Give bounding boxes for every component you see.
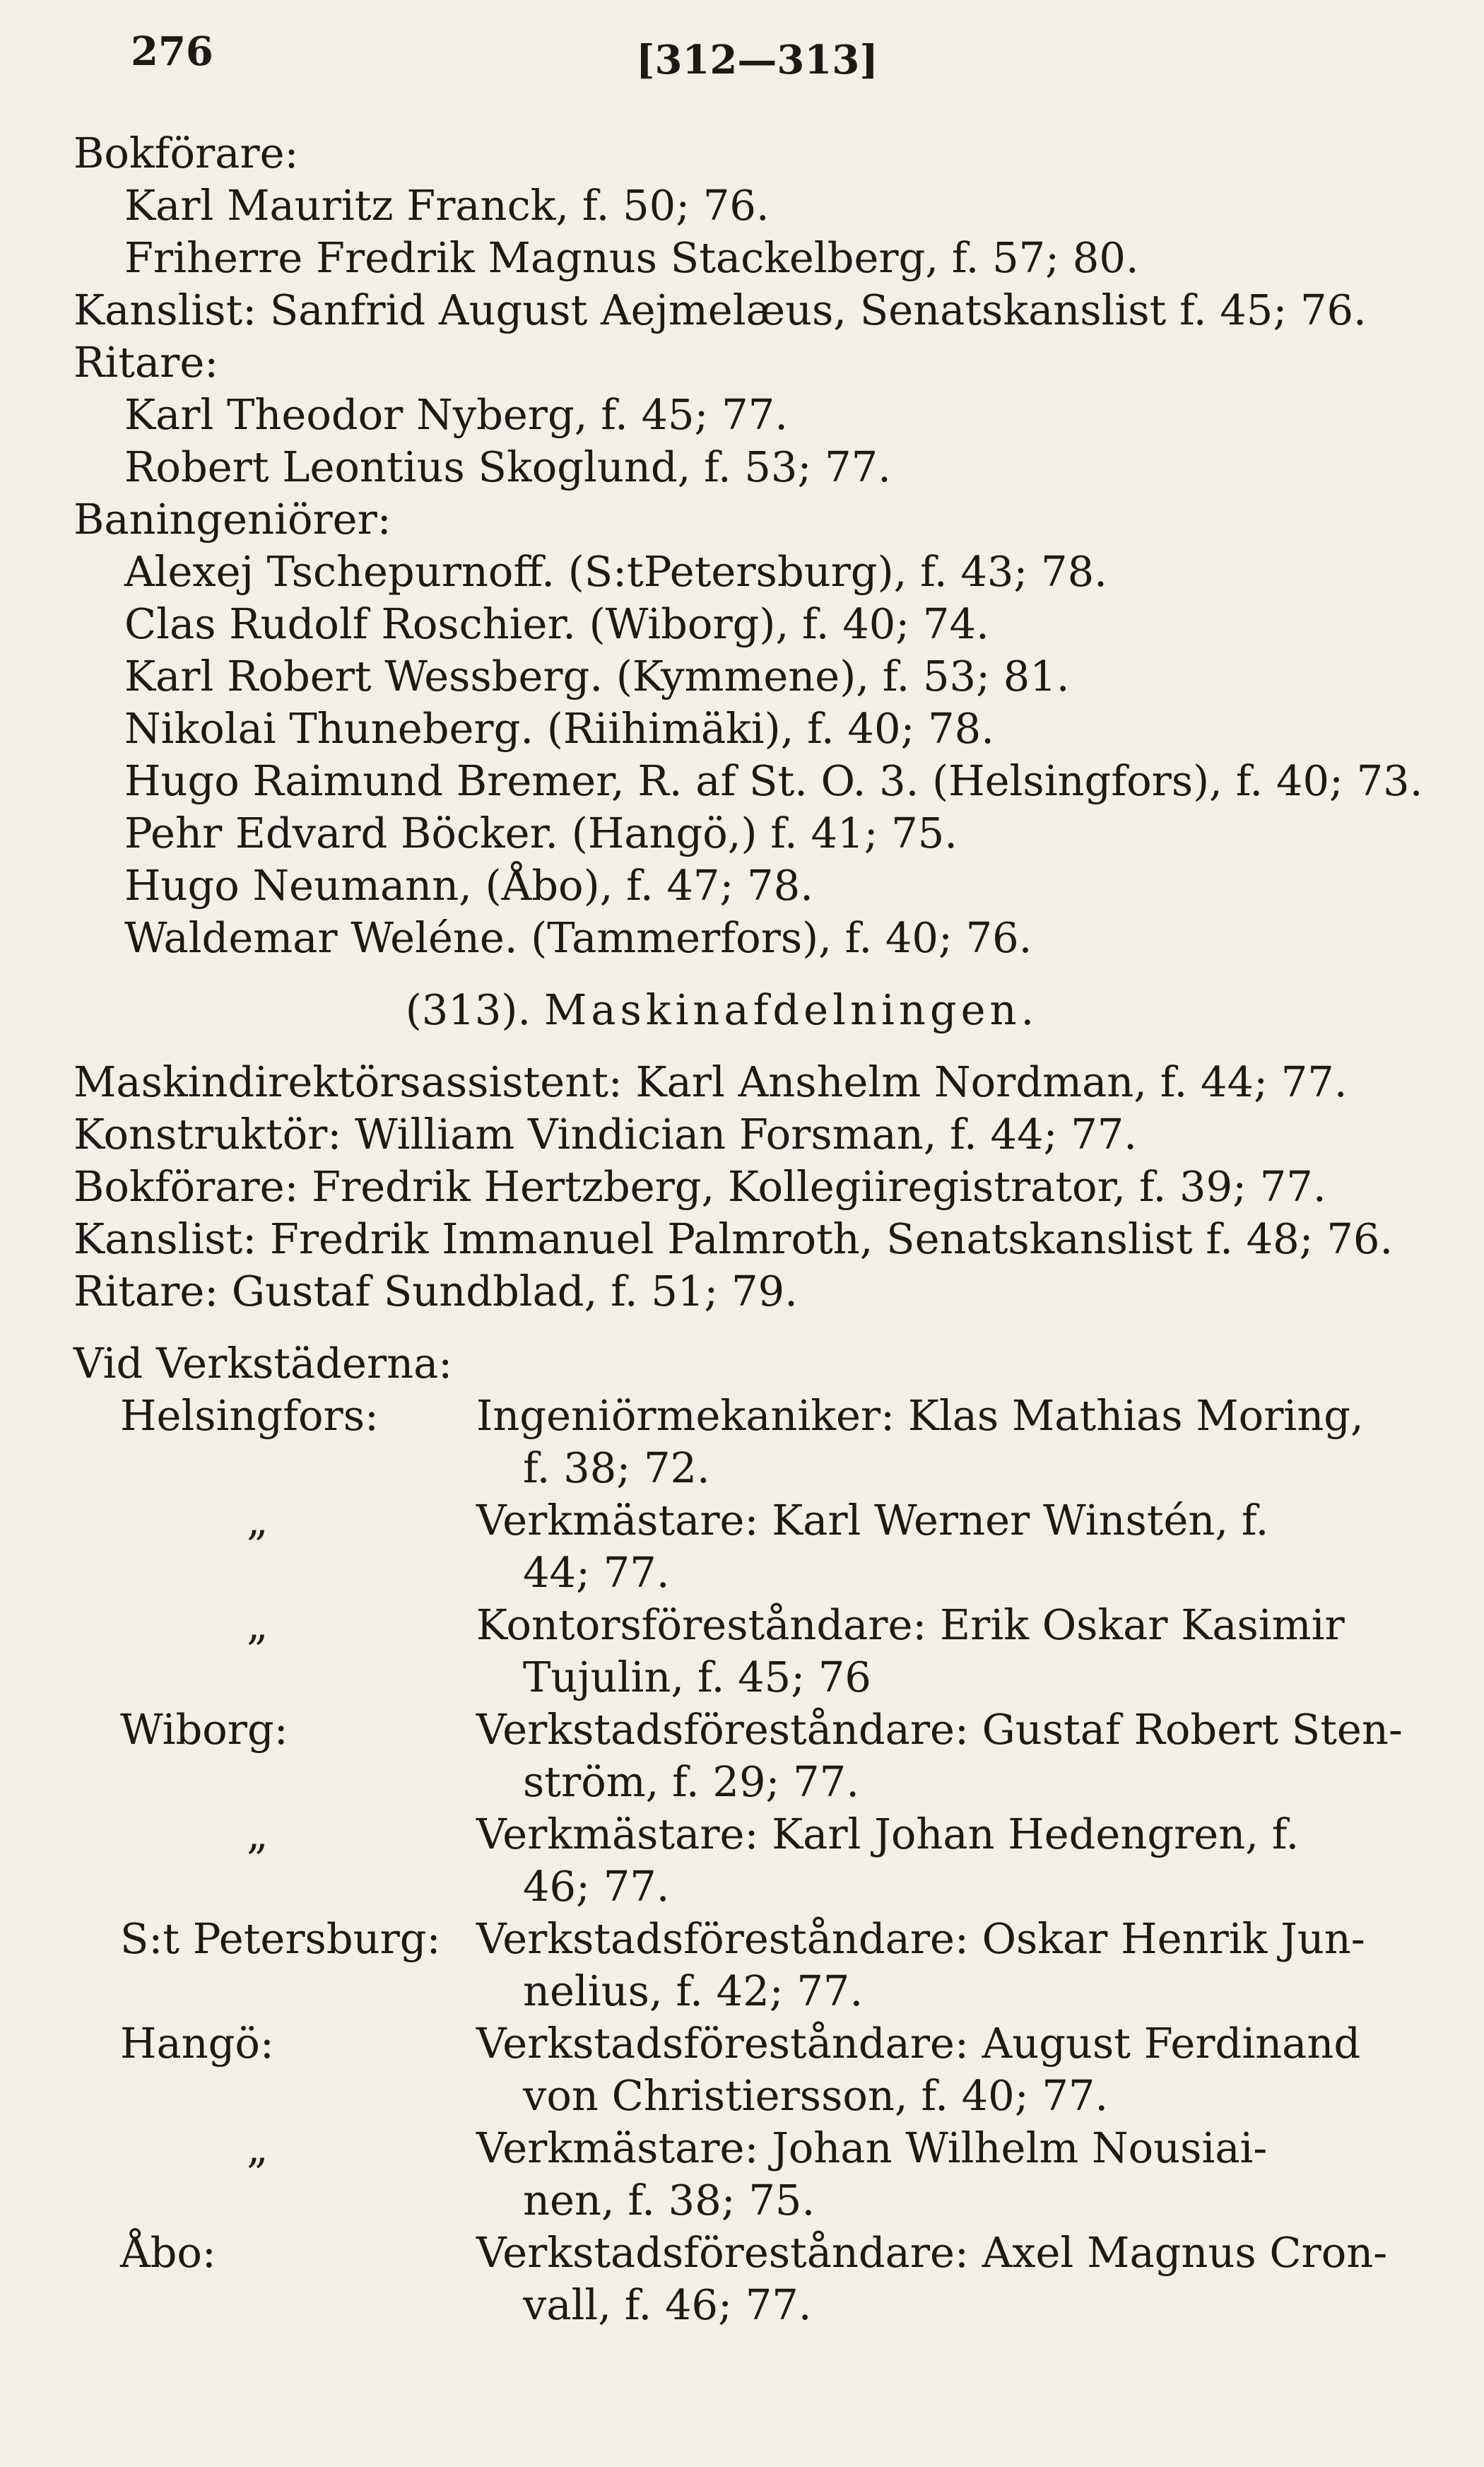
page-body — [73, 127, 1476, 2331]
list-line: Karl Theodor Nyberg, f. 45; 77. — [124, 390, 789, 439]
workshops-heading: Vid Verkstäderna: — [73, 1339, 453, 1388]
section-title — [73, 984, 1476, 1036]
workshop-line-continued: ström, f. 29; 77. — [523, 1757, 859, 1806]
page-number: 276 — [131, 28, 213, 75]
list-line: Ritare: — [73, 338, 219, 387]
spacer — [73, 964, 1476, 984]
workshop-place: Wiborg: — [120, 1705, 288, 1754]
list-line: Baningeniörer: — [73, 495, 391, 544]
list-line: Hugo Raimund Bremer, R. af St. O. 3. (Helsingfors), f. 40; 73. — [124, 756, 1423, 805]
list-line: Bokförare: — [73, 129, 299, 177]
workshop-line: Kontorsföreståndare: Erik Oskar Kasimir — [476, 1600, 1345, 1649]
workshop-entry — [73, 1704, 1476, 1808]
workshop-place: Åbo: — [120, 2228, 216, 2277]
workshop-entry — [73, 1808, 1476, 1913]
workshop-entry — [73, 2122, 1476, 2227]
workshop-place: S:t Petersburg: — [120, 1914, 441, 1963]
workshop-line: Verkstadsföreståndare: August Ferdinand — [476, 2019, 1361, 2068]
workshop-line: Verkmästare: Johan Wilhelm Nousiai- — [476, 2123, 1268, 2172]
list-line: Konstruktör: William Vindician Forsman, f. 44; 77. — [73, 1110, 1138, 1159]
section-reference: [312—313] — [636, 37, 878, 83]
list-line: Maskindirektörsassistent: Karl Anshelm Nordman, f. 44; 77. — [73, 1057, 1348, 1106]
personnel-list-part1 — [73, 127, 1476, 964]
list-line: Karl Robert Wessberg. (Kymmene), f. 53; 81. — [124, 652, 1070, 701]
workshop-text — [476, 2227, 1476, 2331]
workshop-line-continued: nen, f. 38; 75. — [523, 2176, 815, 2225]
workshop-line: Verkmästare: Karl Johan Hedengren, f. — [476, 1810, 1300, 1858]
list-line: Hugo Neumann, (Åbo), f. 47; 78. — [124, 861, 813, 910]
workshop-entry — [73, 2017, 1476, 2122]
workshop-place: Hangö: — [120, 2019, 274, 2068]
workshop-line-continued: 44; 77. — [523, 1548, 670, 1597]
workshop-line: Ingeniörmekaniker: Klas Mathias Moring, — [476, 1391, 1364, 1440]
workshop-entry — [73, 1390, 1476, 1494]
workshop-line: Verkmästare: Karl Werner Winstén, f. — [476, 1496, 1269, 1545]
workshop-line-continued: von Christiersson, f. 40; 77. — [523, 2071, 1109, 2120]
list-line: Robert Leontius Skoglund, f. 53; 77. — [124, 443, 891, 491]
workshop-line-continued: 46; 77. — [523, 1862, 670, 1911]
spacer — [73, 1318, 1476, 1337]
workshop-text — [476, 1704, 1476, 1808]
workshops-list — [73, 1390, 1476, 2331]
ditto-mark: „ — [247, 1600, 269, 1649]
list-line: Clas Rudolf Roschier. (Wiborg), f. 40; 74. — [124, 599, 989, 648]
workshop-text — [476, 1808, 1476, 1913]
list-line: Pehr Edvard Böcker. (Hangö,) f. 41; 75. — [124, 809, 958, 857]
workshop-line-continued: f. 38; 72. — [523, 1443, 710, 1492]
section-title-name: Maskinafdelningen. — [543, 985, 1039, 1034]
workshop-line: Verkstadsföreståndare: Gustaf Robert Sten- — [476, 1705, 1403, 1754]
personnel-list-part2 — [73, 1056, 1476, 1318]
spacer — [73, 1036, 1476, 1056]
list-line: Karl Mauritz Franck, f. 50; 76. — [124, 181, 770, 230]
workshop-entry — [73, 1913, 1476, 2017]
page-header — [0, 28, 1484, 85]
workshop-entry — [73, 1599, 1476, 1704]
workshop-line-continued: Tujulin, f. 45; 76 — [523, 1653, 871, 1701]
list-line: Waldemar Weléne. (Tammerfors), f. 40; 76. — [124, 913, 1032, 962]
workshop-text — [476, 1913, 1476, 2017]
workshop-line-continued: nelius, f. 42; 77. — [523, 1967, 864, 2015]
workshop-place: Helsingfors: — [120, 1391, 379, 1440]
workshop-line-continued: vall, f. 46; 77. — [523, 2280, 812, 2329]
workshop-text — [476, 2122, 1476, 2227]
ditto-mark: „ — [247, 1496, 269, 1545]
list-line: Nikolai Thuneberg. (Riihimäki), f. 40; 78. — [124, 704, 994, 753]
list-line: Alexej Tschepurnoff. (S:tPetersburg), f. 43; 78. — [124, 547, 1107, 596]
workshop-text — [476, 1494, 1476, 1599]
list-line: Bokförare: Fredrik Hertzberg, Kollegiiregistrator, f. 39; 77. — [73, 1162, 1326, 1211]
workshop-line: Verkstadsföreståndare: Axel Magnus Cron- — [476, 2228, 1388, 2277]
workshop-entry — [73, 1494, 1476, 1599]
section-title-number: (313). — [405, 985, 531, 1034]
workshop-entry — [73, 2227, 1476, 2331]
workshop-line: Verkstadsföreståndare: Oskar Henrik Jun- — [476, 1914, 1365, 1963]
workshop-text — [476, 1599, 1476, 1704]
workshop-text — [476, 1390, 1476, 1494]
list-line: Kanslist: Sanfrid August Aejmelæus, Senatskanslist f. 45; 76. — [73, 286, 1367, 334]
list-line: Kanslist: Fredrik Immanuel Palmroth, Senatskanslist f. 48; 76. — [73, 1214, 1394, 1263]
ditto-mark: „ — [247, 2123, 269, 2172]
list-line: Friherre Fredrik Magnus Stackelberg, f. 57; 80. — [124, 233, 1139, 282]
list-line: Ritare: Gustaf Sundblad, f. 51; 79. — [73, 1267, 798, 1315]
workshop-text — [476, 2017, 1476, 2122]
ditto-mark: „ — [247, 1810, 269, 1858]
